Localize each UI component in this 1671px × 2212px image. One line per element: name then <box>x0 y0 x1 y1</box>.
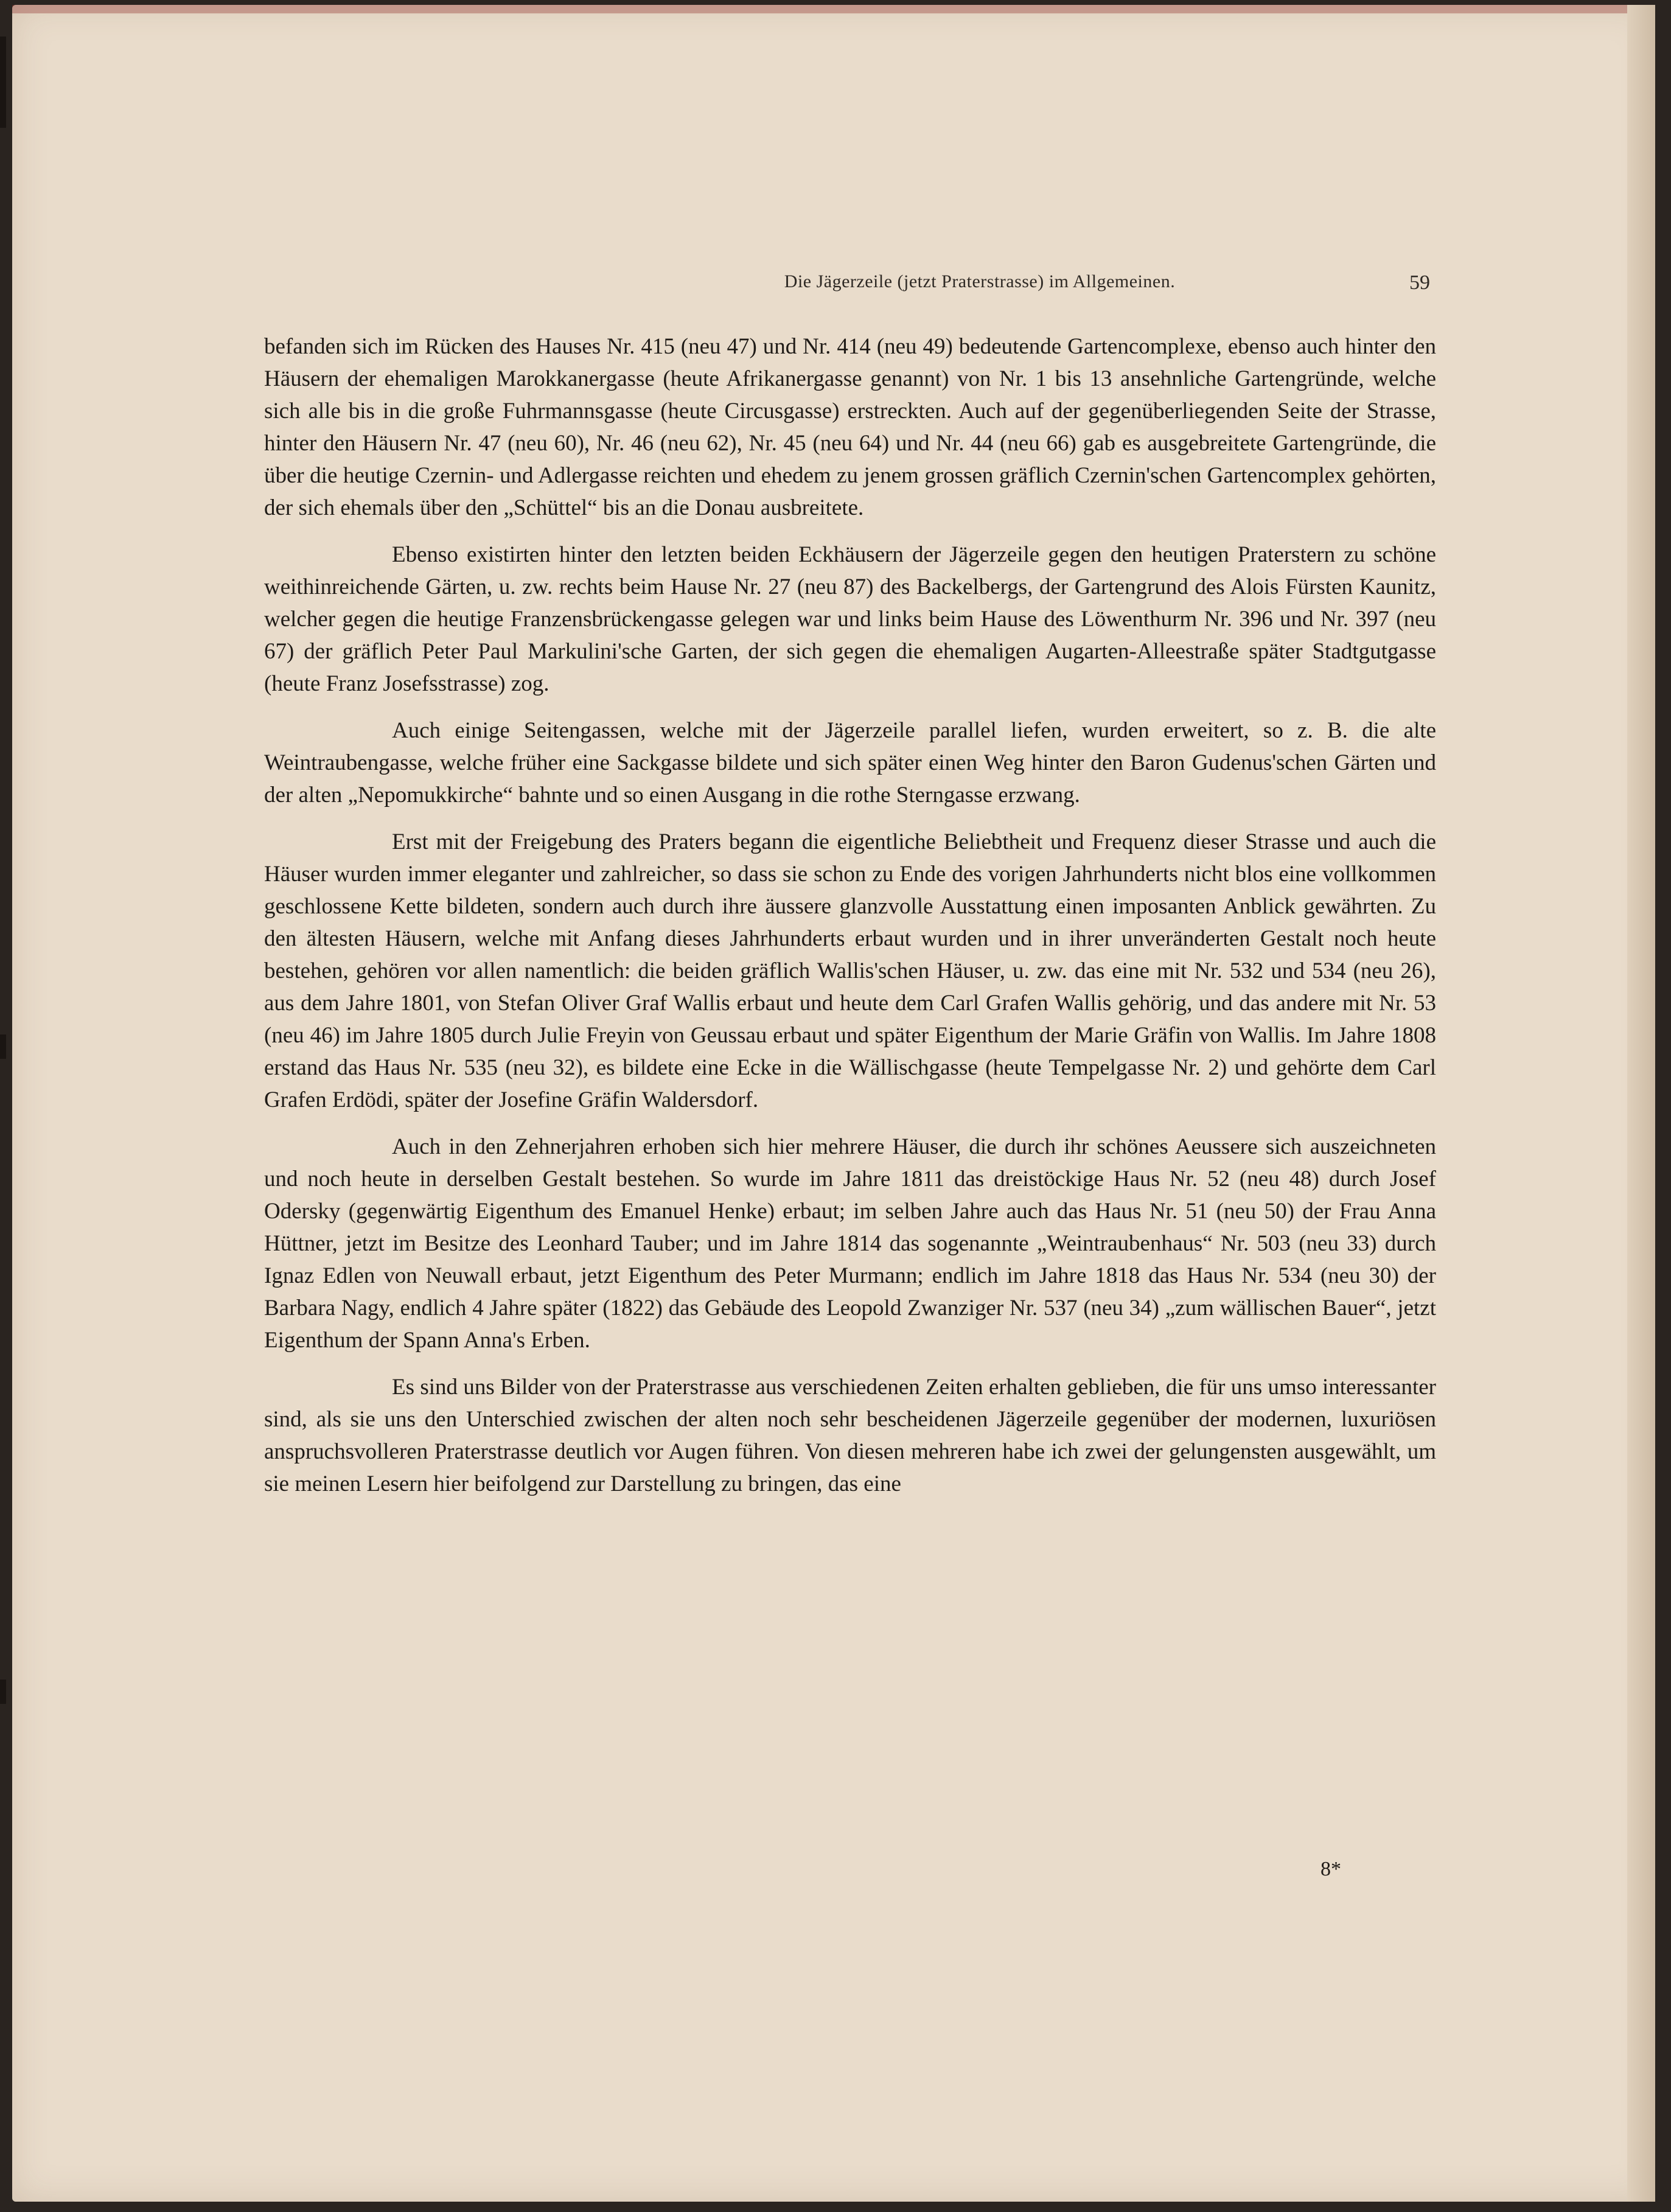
signature-mark: 8* <box>1320 1858 1341 1880</box>
binding-mark <box>0 1680 6 1704</box>
book-page <box>12 5 1655 2202</box>
paragraph: Es sind uns Bilder von der Praterstrasse aus verschiedenen Zeiten erhalten geblieben, die für uns umso interessanter sind, als sie uns den Unterschied zwischen der alten noch sehr bescheidenen Jägerzeile gegenüber der modernen, luxuriösen anspruchsvolleren Praterstrasse deutlich vor Augen führen. Von diesen mehreren habe ich zwei der gelungensten ausgewählt, um sie meinen Lesern hier beifolgend zur Darstellung zu bringen, das eine <box>264 1375 1436 1496</box>
paragraph: Erst mit der Freigebung des Praters begann die eigentliche Beliebtheit und Frequenz dieser Strasse und auch die Häuser wurden immer eleganter und zahlreicher, so dass sie schon zu Ende des vorigen Jahrhunderts nicht blos eine vollkommen geschlossene Kette bildeten, sondern auch durch ihre äussere glanzvolle Ausstattung einen imposanten Anblick gewährten. Zu den ältesten Häusern, welche mit Anfang dieses Jahrhunderts erbaut wurden und in ihrer unveränderten Gestalt noch heute bestehen, gehören vor allen namentlich: die beiden gräflich Wallis'schen Häuser, u. zw. das eine mit Nr. 532 und 534 (neu 26), aus dem Jahre 1801, von Stefan Oliver Graf Wallis erbaut und heute dem Carl Grafen Wallis gehörig, und das andere mit Nr. 53 (neu 46) im Jahre 1805 durch Julie Freyin von Geussau erbaut und später Eigenthum der Marie Gräfin von Wallis. Im Jahre 1808 erstand das Haus Nr. 535 (neu 32), es bildete eine Ecke in die Wällischgasse (heute Tempelgasse Nr. 2) und gehörte dem Carl Grafen Erdödi, später der Josefine Gräfin Waldersdorf. <box>264 829 1436 1112</box>
page-gutter-shadow <box>1627 5 1655 2202</box>
binding-mark <box>0 37 6 128</box>
page-number: 59 <box>1409 271 1430 294</box>
running-head: Die Jägerzeile (jetzt Praterstrasse) im Allgemeinen. <box>784 271 1176 291</box>
paragraph: befanden sich im Rücken des Hauses Nr. 415 (neu 47) und Nr. 414 (neu 49) bedeutende Gartencomplexe, ebenso auch hinter den Häusern der ehemaligen Marokkanergasse (heute Afrikanergasse genannt) von Nr. 1 bis 13 ansehnliche Gartengründe, welche sich alle bis in die große Fuhrmannsgasse (heute Circusgasse) erstreckten. Auch auf der gegenüberliegenden Seite der Strasse, hinter den Häusern Nr. 47 (neu 60), Nr. 46 (neu 62), Nr. 45 (neu 64) und Nr. 44 (neu 66) gab es ausgebreitete Gartengründe, die über die heutige Czernin- und Adlergasse reichten und ehedem zu jenem grossen gräflich Czernin'schen Gartencomplex gehörten, der sich ehemals über den „Schüttel“ bis an die Donau ausbreitete. <box>264 334 1436 520</box>
paragraph: Auch in den Zehnerjahren erhoben sich hier mehrere Häuser, die durch ihr schönes Aeussere sich auszeichneten und noch heute in derselben Gestalt bestehen. So wurde im Jahre 1811 das dreistöckige Haus Nr. 52 (neu 48) durch Josef Odersky (gegenwärtig Eigenthum des Emanuel Henke) erbaut; im selben Jahre auch das Haus Nr. 51 (neu 50) der Frau Anna Hüttner, jetzt im Besitze des Leonhard Tauber; und im Jahre 1814 das sogenannte „Weintraubenhaus“ Nr. 503 (neu 33) durch Ignaz Edlen von Neuwall erbaut, jetzt Eigenthum des Peter Murmann; endlich im Jahre 1818 das Haus Nr. 534 (neu 30) der Barbara Nagy, endlich 4 Jahre später (1822) das Gebäude des Leopold Zwanziger Nr. 537 (neu 34) „zum wällischen Bauer“, jetzt Eigenthum der Spann Anna's Erben. <box>264 1134 1436 1353</box>
binding-mark <box>0 1034 6 1059</box>
body-text <box>264 330 1436 1515</box>
paragraph: Ebenso existirten hinter den letzten beiden Eckhäusern der Jägerzeile gegen den heutigen Praterstern zu schöne weithinreichende Gärten, u. zw. rechts beim Hause Nr. 27 (neu 87) des Backelbergs, der Gartengrund des Alois Fürsten Kaunitz, welcher gegen die heutige Franzensbrückengasse gelegen war und links beim Hause des Löwenthurm Nr. 396 und Nr. 397 (neu 67) der gräflich Peter Paul Markulini'sche Garten, der sich gegen die ehemaligen Augarten-Alleestraße später Stadtgutgasse (heute Franz Josefsstrasse) zog. <box>264 542 1436 696</box>
page-top-edge <box>12 5 1655 13</box>
paragraph: Auch einige Seitengassen, welche mit der Jägerzeile parallel liefen, wurden erweitert, so z. B. die alte Weintraubengasse, welche früher eine Sackgasse bildete und sich später einen Weg hinter den Baron Gudenus'schen Gärten und der alten „Nepomukkirche“ bahnte und so einen Ausgang in die rothe Sterngasse erzwang. <box>264 718 1436 808</box>
page-header <box>268 271 1430 302</box>
